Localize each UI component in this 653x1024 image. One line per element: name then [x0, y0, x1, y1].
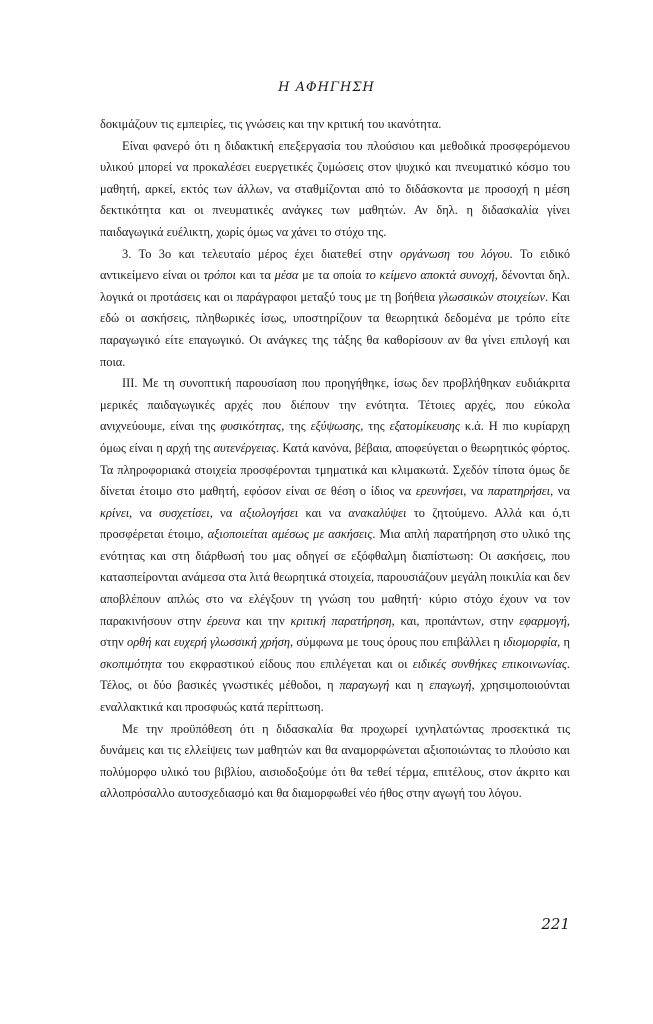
text-segment: κ.ά. Η πιο κυρίαρχη όμως είναι η αρχή της	[100, 419, 570, 455]
italic-text: μέσα	[274, 268, 299, 283]
text-segment: , της	[360, 419, 390, 434]
text-segment: , της	[281, 419, 311, 434]
text-segment: με τα οποία	[298, 268, 366, 283]
paragraph	[100, 136, 570, 244]
text-segment: , να	[463, 484, 488, 499]
page-number: 221	[541, 915, 570, 933]
body-text	[100, 114, 570, 805]
italic-text: γλωσσικών στοιχείων	[438, 289, 546, 304]
italic-text: τρόποι	[203, 268, 236, 283]
italic-text: αξιοποιείται αμέσως με ασκήσεις	[207, 527, 373, 542]
text-segment: του εκφραστικού είδους που επιλέγεται και οι	[161, 656, 413, 671]
paragraph	[100, 114, 570, 136]
italic-text: παραγωγή	[339, 678, 390, 693]
paragraph	[100, 244, 570, 374]
text-segment: 3. Το 3ο και τελευταίο μέρος έχει διατεθεί στην	[122, 246, 401, 261]
text-segment: . Τέλος, οι δύο βασικές γνωστικές μέθοδοι, η	[100, 656, 570, 693]
italic-text: εξύψωσης	[310, 419, 361, 434]
italic-text: ερευνήσει	[415, 484, 464, 499]
text-segment: , και, προπάντων, στην	[391, 613, 520, 628]
text-segment: και να	[298, 505, 349, 520]
text-segment: Με την προϋπόθεση ότι η διδασκαλία θα προχωρεί ιχνηλατώντας προσεκτικά τις δυνάμεις και τις ελλείψεις των μαθητών και θα αναμορφώνεται αξιοποιώντας το πλούσιο και πολύμορφο υλικό του βιβλίου, αισιοδοξούμε ότι θα τεθεί τέρμα, επιτέλους, στον άκριτο και αλλοπρόσαλλο αυτοσχεδιασμό και θα διαμορφωθεί νέο ήθος στην αγωγή του λόγου.	[100, 721, 570, 801]
italic-text: το κείμενο αποκτά συνοχή	[365, 268, 495, 283]
paragraph	[100, 373, 570, 719]
italic-text: ανακαλύψει	[348, 505, 407, 520]
paragraph	[100, 719, 570, 805]
italic-text: οργάνωση του λόγου	[400, 246, 510, 261]
text-segment: Είναι φανερό ότι η διδακτική επεξεργασία του πλούσιου και μεθοδικά προσφερόμενου υλικού μπορεί να προκαλέσει ευεργετικές ζυμώσεις στον ψυχικό και πνευματικό κόσμο του μαθητή, αρκεί, εκτός των άλλων, να σταθμίζονται από το διδάσκοντα με προσοχή η μέση δεκτικότητα και οι πνευματικές ανάγκες των μαθητών. Αν δηλ. η διδασκαλία γίνει παιδαγωγικά ευέλικτη, χωρίς όμως να χάνει το στόχο της.	[100, 138, 570, 239]
italic-text: σκοπιμότητα	[100, 656, 162, 671]
text-segment: δοκιμάζουν τις εμπειρίες, τις γνώσεις και την κριτική του ικανότητα.	[100, 117, 442, 131]
text-segment: και την	[240, 613, 291, 628]
text-segment: και τα	[236, 268, 275, 283]
text-segment: ΙΙΙ. Με τη συνοπτική παρουσίαση που προηγήθηκε, ίσως δεν προβλήθηκαν ευδιάκριτα μερικές παιδαγωγικές αρχές που διέπουν την ενότητα. Τέτοιες αρχές, που εύκολα ανιχνεύουμε, είναι της	[100, 376, 570, 434]
text-segment: , δένονται δηλ. λογικά οι προτάσεις και οι παράγραφοι μεταξύ τους με τη βοήθεια	[100, 268, 570, 304]
italic-text: αξιολογήσει	[239, 505, 299, 520]
italic-text: παρατηρήσει	[487, 484, 551, 499]
text-segment: το ζητούμενο. Αλλά και ό,τι προσφέρεται έτοιμο,	[100, 505, 571, 542]
italic-text: ορθή και ευχερή γλωσσική χρήση	[127, 635, 290, 650]
text-segment: και η	[389, 678, 430, 693]
text-segment: , η	[557, 635, 571, 650]
text-segment: , να	[129, 505, 160, 520]
text-segment: . Το ειδικό αντικείμενο είναι οι	[100, 246, 571, 283]
italic-text: φυσικότητας	[220, 419, 282, 434]
italic-text: ειδικές συνθήκες επικοινωνίας	[412, 656, 567, 671]
running-head: Η ΑΦΗΓΗΣΗ	[278, 80, 375, 95]
italic-text: συσχετίσει	[159, 505, 210, 520]
italic-text: εφαρμογή	[519, 613, 567, 628]
text-segment: , να	[550, 484, 570, 499]
text-segment: . Κατά κανόνα, βέβαια, αποφεύγεται ο θεωρητικός φόρτος. Τα πληροφοριακά στοιχεία προσφέρονται τμηματικά και κλιμακωτά. Σχεδόν τίποτα όμως δε δίνεται έτοιμο στο μαθητή, εφόσον είναι σε θέση ο ίδιος να	[100, 440, 570, 499]
italic-text: κριτική παρατήρηση	[290, 613, 392, 628]
text-segment: , στην	[100, 613, 570, 650]
italic-text: έρευνα	[206, 613, 241, 628]
italic-text: εξατομίκευσης	[389, 419, 460, 434]
text-segment: . Μια απλή παρατήρηση στο υλικό της ενότητας και στη διάρθωσή του μας οδηγεί σε εξόφθαλμη διαπίστωση: Οι ασκήσεις, που κατασπείρονται ανάμεσα στα λιτά θεωρητικά στοιχεία, παρουσιάζουν μεγάλη ποικιλία και δεν αποβλέπουν απλώς στο να ελέγξουν τη γνώση του μαθητή· κύριο στόχο έχουν να τον παρακινήσουν στην	[100, 527, 571, 628]
italic-text: επαγωγή	[429, 678, 472, 693]
text-segment: . Και εδώ οι ασκήσεις, πληθωρικές ίσως, υποστηρίζουν τα θεωρητικά δεδομένα με τρόπο είτε παραγωγικό είτε επαγωγικό. Οι ανάγκες της τάξης θα καθορίσουν αν θα γίνει επιλογή και ποια.	[100, 289, 570, 369]
italic-text: ιδιομορφία	[503, 635, 558, 650]
italic-text: κρίνει	[100, 505, 130, 520]
text-segment: , χρησιμοποιούνται εναλλακτικά και προσφυώς κατά περίπτωση.	[100, 678, 571, 715]
text-segment: , σύμφωνα με τους όρους που επιβάλλει η	[290, 635, 504, 650]
italic-text: αυτενέργειας	[213, 440, 277, 455]
text-segment: , να	[209, 505, 240, 520]
